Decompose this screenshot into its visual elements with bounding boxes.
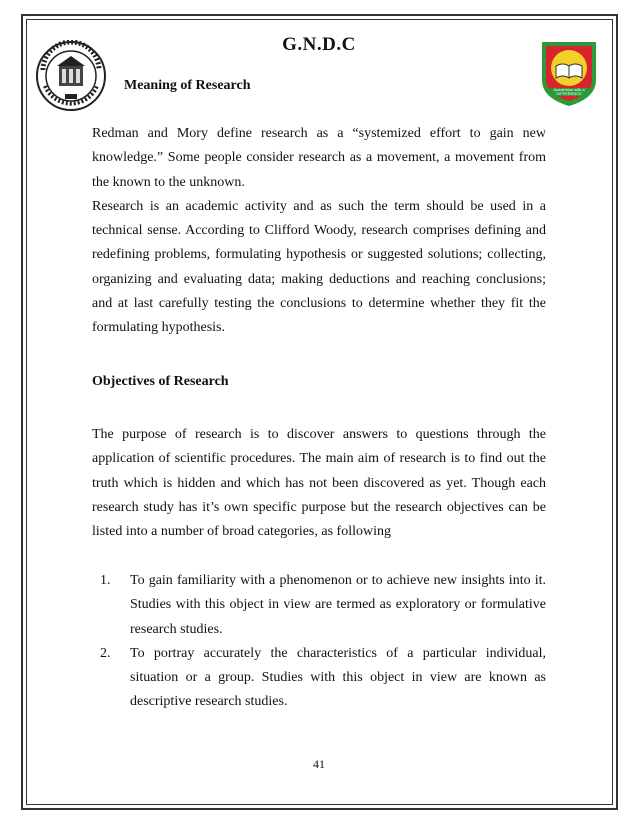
objectives-list xyxy=(92,569,546,715)
meaning-section xyxy=(92,122,546,341)
page-title: G.N.D.C xyxy=(282,34,356,55)
list-item xyxy=(92,569,546,642)
meaning-paragraph-2: Research is an academic activity and as such the term should be used in a technical sense. According to Clifford Woody, research comprises defining and redefining problems, formulating hypothesis or suggested solutions; collecting, organizing and evaluating data; making deductions and reaching conclusions; and at last carefully testing the conclusions to determine whether they fit the formulating hypothesis. xyxy=(92,198,546,336)
list-item-number: 2. xyxy=(100,645,111,661)
list-item-text: To gain familiarity with a phenomenon or to achieve new insights into it. Studies with this object in view are termed as exploratory or formulative research studies. xyxy=(130,573,546,637)
list-item-text: To portray accurately the characteristics of a particular individual, situation or a group. Studies with this object in view are known as descriptive research studies. xyxy=(130,645,546,710)
meaning-paragraph-1: Redman and Mory define research as a “systemized effort to gain new knowledge.” Some people consider research as a movement, a movement from the known to the unknown. xyxy=(92,126,546,190)
objectives-heading: Objectives of Research xyxy=(92,374,229,389)
emblem-tagline: Academics with a DIFFERENCE xyxy=(553,87,585,96)
page-number: 41 xyxy=(313,757,325,771)
list-item-number: 1. xyxy=(100,573,111,588)
list-item xyxy=(92,642,546,715)
objectives-paragraph: The purpose of research is to discover answers to questions through the application of scientific procedures. The main aim of research is to find out the truth which is hidden and which has not been discovered as yet. Though each research study has it’s own specific purpose but the research objectives can be listed into a number of broad categories, as following xyxy=(92,427,546,540)
section-title: Meaning of Research xyxy=(124,78,251,93)
